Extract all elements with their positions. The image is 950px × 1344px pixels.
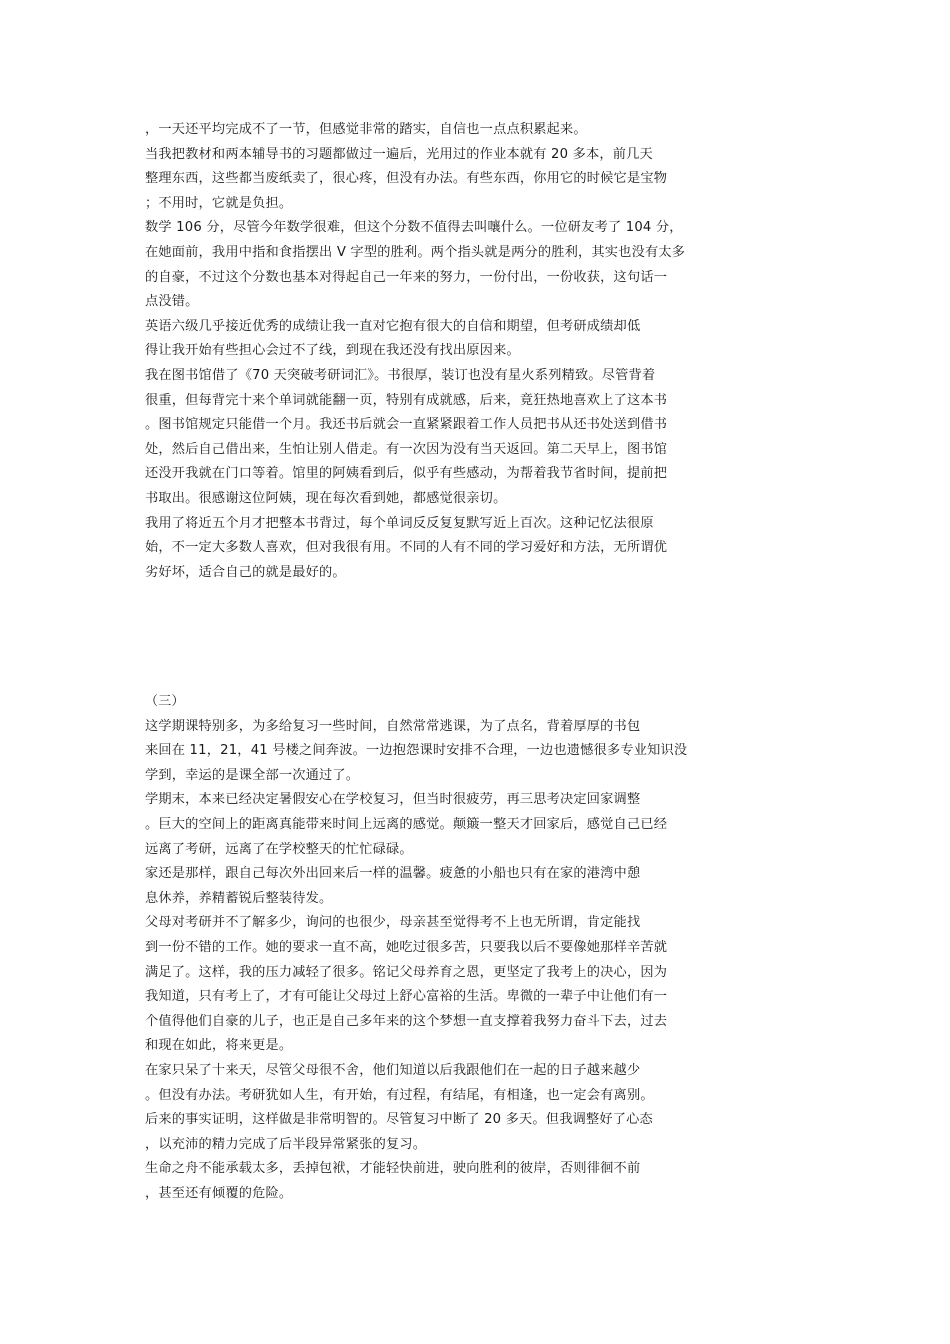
paragraph-line: ；不用时，它就是负担。 [145,195,293,211]
paragraph-line: 和现在如此，将来更是。 [145,1038,293,1054]
paragraph-line: 得让我开始有些担心会过不了线，到现在我还没有找出原因来。 [145,343,520,359]
paragraph-line: ，一天还平均完成不了一节，但感觉非常的踏实，自信也一点点积累起来。 [145,122,587,137]
paragraph-line: 数学 106 分，尽管今年数学很难，但这个分数不值得去叫嚷什么。一位研友考了 104 分， [145,220,683,236]
paragraph-line: 来回在 11，21，41 号楼之间奔波。一边抱怨课时安排不合理，一边也遗憾很多专业知识没 [145,743,688,759]
paragraph-line: 劣好坏，适合自己的就是最好的。 [145,564,346,580]
paragraph-line: 在家只呆了十来天，尽管父母很不舍，他们知道以后我跟他们在一起的日子越来越少 [145,1062,641,1078]
paragraph-line: 点没错。 [145,294,199,310]
paragraph-line: 到一份不错的工作。她的要求一直不高，她吃过很多苦，只要我以后不要像她那样辛苦就 [145,939,668,955]
paragraph-line: 学期末，本来已经决定暑假安心在学校复习，但当时很疲劳，再三思考决定回家调整 [145,792,641,808]
paragraph-line: 我在图书馆借了《70 天突破考研词汇》。书很厚，装订也没有星火系列精致。尽管背着 [145,367,656,383]
paragraph-line: 处，然后自己借出来，生怕让别人借走。有一次因为没有当天返回。第二天早上，图书馆 [145,441,668,457]
paragraph-line: 个值得他们自豪的儿子，也正是自己多年来的这个梦想一直支撑着我努力奋斗下去，过去 [145,1013,668,1029]
paragraph-line: 家还是那样，跟自己每次外出回来后一样的温馨。疲惫的小船也只有在家的港湾中憩 [145,866,641,882]
paragraph-line: 的自豪，不过这个分数也基本对得起自己一年来的努力，一份付出，一份收获，这句话一 [145,269,668,285]
paragraph-line: 我知道，只有考上了，才有可能让父母过上舒心富裕的生活。卑微的一辈子中让他们有一 [145,989,668,1005]
paragraph-line: 书取出。很感谢这位阿姨，现在每次看到她，都感觉很亲切。 [145,490,507,506]
paragraph-line: 。但没有办法。考研犹如人生，有开始，有过程，有结尾，有相逢，也一定会有离别。 [145,1087,654,1103]
paragraph-line: 学到，幸运的是课全部一次通过了。 [145,767,360,783]
section-heading: （三） [145,694,185,709]
section-1 [145,118,745,585]
paragraph-line: 息休养，养精蓄锐后整装待发。 [145,890,333,906]
paragraph-line: 我用了将近五个月才把整本书背过，每个单词反反复复默写近上百次。这种记忆法很原 [145,515,654,531]
paragraph-line: 当我把教材和两本辅导书的习题都做过一遍后，光用过的作业本就有 20 多本，前几天 [145,146,653,162]
paragraph-line: 在她面前，我用中指和食指摆出 V 字型的胜利。两个指头就是两分的胜利，其实也没有太多 [145,244,686,260]
paragraph-line: 。图书馆规定只能借一个月。我还书后就会一直紧紧跟着工作人员把书从还书处送到借书 [145,417,668,433]
paragraph-line: 远离了考研，远离了在学校整天的忙忙碌碌。 [145,841,413,857]
paragraph-line: 这学期课特别多，为多给复习一些时间，自然常常逃课，为了点名，背着厚厚的书包 [145,718,641,734]
paragraph-line: 父母对考研并不了解多少，询问的也很少，母亲甚至觉得考不上也无所谓，肯定能找 [145,915,641,931]
section-2 [145,690,745,1206]
paragraph-line: 后来的事实证明，这样做是非常明智的。尽管复习中断了 20 多天。但我调整好了心态 [145,1112,653,1128]
paragraph-line: 。巨大的空间上的距离真能带来时间上远离的感觉。颠簸一整天才回家后，感觉自己已经 [145,816,668,832]
paragraph-line: 满足了。这样，我的压力减轻了很多。铭记父母养育之恩，更坚定了我考上的决心，因为 [145,964,668,980]
paragraph-line: ，以充沛的精力完成了后半段异常紧张的复习。 [145,1136,427,1152]
paragraph-line: 始，不一定大多数人喜欢，但对我很有用。不同的人有不同的学习爱好和方法，无所谓优 [145,540,668,556]
paragraph-line: 很重，但每背完十来个单词就能翻一页，特别有成就感，后来，竟狂热地喜欢上了这本书 [145,392,668,408]
paragraph-line: 英语六级几乎接近优秀的成绩让我一直对它抱有很大的自信和期望，但考研成绩却低 [145,318,641,334]
paragraph-line: 生命之舟不能承载太多，丢掉包袱，才能轻快前进，驶向胜利的彼岸，否则徘徊不前 [145,1161,641,1177]
paragraph-line: 整理东西，这些都当废纸卖了，很心疼，但没有办法。有些东西，你用它的时候它是宝物 [145,171,668,187]
paragraph-line: 还没开我就在门口等着。馆里的阿姨看到后，似乎有些感动，为帮着我节省时间，提前把 [145,466,668,482]
paragraph-line: ，甚至还有倾覆的危险。 [145,1185,293,1201]
